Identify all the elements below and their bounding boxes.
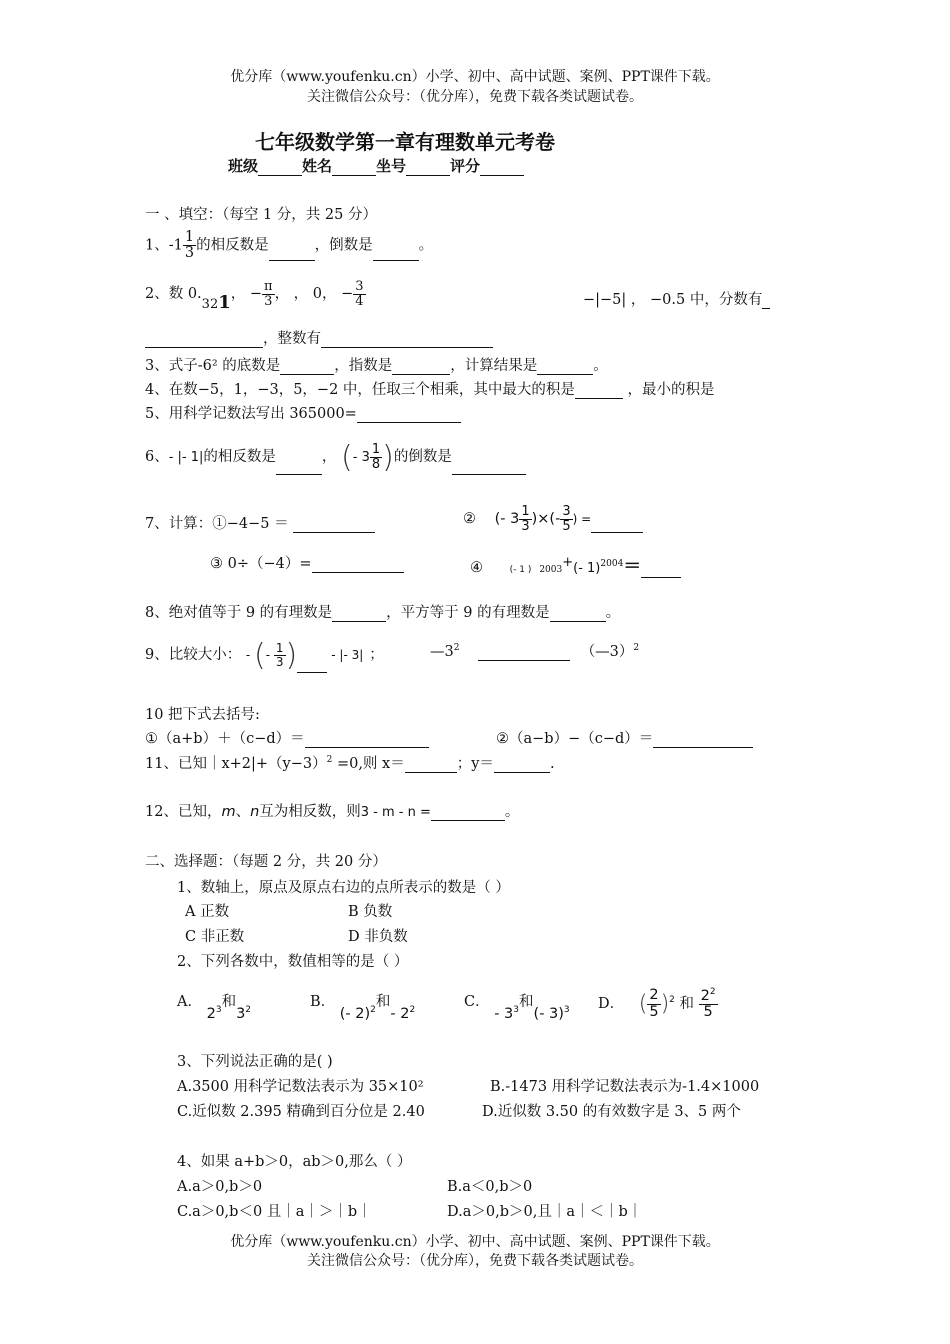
- q9-expression-2: - |- 3|: [331, 648, 364, 662]
- choice-3-option-c[interactable]: C.近似数 2.395 精确到百分位是 2.40: [177, 1104, 425, 1120]
- q6-expression-2: (- 3 $\frac{1}{8}$ ): [341, 440, 394, 475]
- q6-expr2-int: - 3: [352, 450, 370, 465]
- q1-text: 的相反数是: [196, 237, 269, 254]
- score-blank[interactable]: [480, 161, 524, 176]
- q9-expression-4: （—3）: [580, 644, 634, 660]
- question-9-part-2: [430, 640, 639, 661]
- q9-e1-den: 3: [275, 655, 284, 669]
- q12-m: m: [221, 804, 236, 820]
- question-2-right: [583, 288, 770, 309]
- question-5: [145, 402, 461, 423]
- q7-4-term-2: (- 1): [573, 561, 601, 576]
- choice-2-a-exp-2: 2: [245, 1005, 252, 1016]
- q11-text: 11、已知｜x+2|+（y−3）: [145, 756, 327, 772]
- header-line-1: 优分库（www.youfenku.cn）小学、初中、高中试题、案例、PPT课件下载。: [230, 69, 720, 85]
- choice-4-option-c[interactable]: C.a＞0,b＜0 且｜a｜＞｜b｜: [177, 1204, 372, 1220]
- choice-2-d-fraction-2: [699, 988, 718, 1020]
- q9-text: 9、比较大小：: [145, 647, 242, 663]
- q7-4-equals: ＝: [623, 556, 642, 577]
- choice-2-option-c[interactable]: [464, 990, 570, 1022]
- question-1: [145, 230, 433, 261]
- q2-blank-1-cont[interactable]: [145, 332, 263, 348]
- choice-2-c-base-2: (- 3): [533, 1006, 564, 1022]
- q2-pi-den: 3: [264, 293, 273, 309]
- q9-semicolon: ；: [369, 647, 384, 663]
- choice-2-d-den-2: 5: [703, 1004, 713, 1021]
- q3-blank-3[interactable]: [537, 359, 593, 375]
- q9-e4-exp: 2: [633, 643, 640, 654]
- q12-text-2: 互为相反数，则: [259, 804, 361, 820]
- q7-2-open: (- 3: [494, 511, 520, 528]
- q12-end: 。: [504, 804, 520, 820]
- q2-sep-2: ， ， 0， −: [274, 286, 354, 303]
- q12-sep: 、: [235, 804, 251, 820]
- q7-3-text: ③ 0÷（−4）=: [210, 556, 312, 572]
- question-12: [145, 800, 519, 821]
- q7-2-label: ②: [463, 511, 476, 528]
- q2-blank-1[interactable]: [762, 293, 770, 309]
- q1-text-2: ，倒数是: [314, 237, 373, 254]
- question-7-part-1: [145, 512, 375, 533]
- q6-blank-1[interactable]: [276, 459, 322, 475]
- q7-2-den-1: 3: [521, 518, 530, 534]
- q9-e1-fraction: [274, 642, 286, 668]
- footer-line-1: 优分库（www.youfenku.cn）小学、初中、高中试题、案例、PPT课件下载。: [230, 1234, 720, 1250]
- q2-fraction: [353, 280, 365, 308]
- q7-4-term-1: (- 1 ): [509, 565, 532, 575]
- q1-fraction: [183, 230, 196, 261]
- q7-2-num-1: 1: [521, 504, 530, 519]
- q8-blank-2[interactable]: [550, 606, 606, 622]
- q4-text: 4、在数−5，1，−3，5，−2 中，任取三个相乘，其中最大的积是: [145, 382, 575, 398]
- choice-2-c-exp-2: 3: [563, 1005, 570, 1016]
- q7-blank-1[interactable]: [293, 517, 375, 533]
- q7-4-plus: +: [562, 555, 574, 571]
- q5-text: 5、用科学记数法写出 365000=: [145, 406, 357, 422]
- q6-expr2-num: 1: [371, 442, 381, 458]
- choice-question-4: 4、如果 a+b＞0，ab＞0,那么（ ）: [177, 1154, 412, 1170]
- question-2-line-2: [145, 327, 493, 348]
- q12-n: n: [250, 804, 260, 820]
- choice-2-d-label: D．: [598, 996, 625, 1013]
- q10-blank-1[interactable]: [305, 732, 429, 748]
- q6-text: 的相反数是: [203, 449, 276, 465]
- q2-frac-den: 4: [355, 293, 364, 309]
- choice-2-b-base-1: (- 2): [339, 1006, 371, 1022]
- question-6: [145, 440, 526, 475]
- choice-2-option-b[interactable]: [310, 990, 416, 1022]
- choice-2-a-exp-1: 3: [215, 1005, 222, 1016]
- footer-line-2: 关注微信公众号：（优分库），免费下载各类试题试卷。: [307, 1253, 643, 1269]
- q4-text-2: ，最小的积是: [622, 382, 715, 398]
- q3-blank-2[interactable]: [392, 359, 450, 375]
- question-9: [145, 638, 384, 673]
- choice-2-c-base-1: - 3: [494, 1006, 514, 1022]
- choice-3-option-d[interactable]: D.近似数 3.50 的有效数字是 3、5 两个: [482, 1104, 741, 1120]
- choice-4-option-b[interactable]: B.a＜0,b＞0: [447, 1179, 533, 1195]
- q6-blank-2[interactable]: [452, 459, 526, 475]
- q2-frac-num: 3: [355, 279, 364, 294]
- q9-e3-exp: 2: [453, 643, 460, 654]
- q6-text-2: 的倒数是: [393, 449, 452, 465]
- score-label: 评分: [450, 157, 481, 175]
- q12-expression: 3 - m - n =: [360, 805, 431, 820]
- seat-label: 坐号: [376, 157, 407, 175]
- q7-4-label: ④: [470, 560, 483, 576]
- q3-end: 。: [593, 358, 608, 374]
- class-blank[interactable]: [258, 161, 302, 176]
- q11-end: .: [549, 756, 555, 772]
- q9-expression-1: - (- $\frac{1}{3}$ ): [245, 638, 298, 673]
- choice-4-option-d[interactable]: D.a＞0,b＞0,且｜a｜＜｜b｜: [447, 1204, 643, 1220]
- q3-text-3: ，计算结果是: [450, 358, 538, 374]
- q1-blank-1[interactable]: [269, 245, 315, 261]
- choice-3-option-a[interactable]: A.3500 用科学记数法表示为 35×10²: [177, 1079, 424, 1095]
- question-4: [145, 378, 715, 399]
- q7-2-den-2: 5: [562, 518, 571, 534]
- q3-blank-1[interactable]: [280, 359, 334, 375]
- choice-2-b-exp-1: 2: [370, 1005, 376, 1016]
- q2-digit-3: 1: [218, 292, 231, 314]
- question-8: [145, 601, 620, 622]
- q7-2-num-2: 3: [562, 504, 571, 519]
- q7-blank-3[interactable]: [312, 557, 404, 573]
- q5-blank[interactable]: [357, 407, 461, 423]
- choice-3-option-b[interactable]: B.-1473 用科学记数法表示为-1.4×1000: [490, 1079, 760, 1095]
- q9-blank-2[interactable]: [478, 645, 570, 661]
- q1-frac-num: 1: [184, 229, 195, 245]
- seat-blank[interactable]: [406, 161, 450, 176]
- choice-2-d-den-1: 5: [649, 1003, 659, 1020]
- section1-heading: 一 、填空：（每空 1 分，共 25 分）: [145, 207, 377, 223]
- choice-2-a-base-2: 3: [236, 1006, 246, 1022]
- q2-digit-2: 2: [209, 297, 219, 313]
- class-label: 班级: [228, 157, 259, 175]
- q4-blank-1[interactable]: [575, 383, 623, 399]
- q7-text: 7、计算：①−4−5 ＝: [145, 516, 294, 532]
- choice-2-b-base-2: - 2: [390, 1006, 410, 1022]
- q7-2-times: )×(-: [531, 511, 561, 528]
- q6-number: 6、: [145, 449, 169, 465]
- name-label: 姓名: [302, 157, 333, 175]
- q10-1-text: ①（a+b）＋（c−d）＝: [145, 731, 305, 747]
- q11-text-2: =0,则 x＝: [332, 756, 405, 772]
- question-2: [145, 279, 366, 314]
- choice-1-option-b[interactable]: B 负数: [348, 904, 393, 920]
- choice-2-b-exp-2: 2: [409, 1005, 416, 1016]
- choice-question-3: 3、下列说法正确的是( ): [177, 1054, 333, 1070]
- q2-sep: ， −: [230, 286, 263, 303]
- q11-text-3: ；y＝: [456, 756, 494, 772]
- choice-2-option-a[interactable]: [177, 990, 252, 1022]
- q6-expr2-den: 8: [371, 457, 381, 472]
- q2-integer-text: ，整数有: [263, 331, 321, 347]
- choice-question-2: 2、下列各数中，数值相等的是（ ）: [177, 954, 409, 970]
- choice-2-c-and: 和: [519, 994, 534, 1010]
- choice-2-d-num-1: 2: [649, 987, 659, 1004]
- choice-1-option-d[interactable]: D 非负数: [348, 929, 408, 945]
- question-10-part-2: [496, 727, 753, 748]
- q10-2-text: ②（a−b）−（c−d）＝: [496, 731, 654, 747]
- choice-4-option-a[interactable]: A.a＞0,b＞0: [177, 1179, 263, 1195]
- choice-2-b-label: B．: [310, 994, 336, 1010]
- choice-1-option-a[interactable]: A 正数: [185, 904, 230, 920]
- q9-e1-neg: -: [245, 648, 254, 662]
- q7-4-exp-1: 2003: [539, 565, 563, 575]
- choice-2-a-label: A．: [177, 994, 202, 1010]
- q6-expr2-fraction: [370, 443, 382, 471]
- name-blank[interactable]: [332, 161, 376, 176]
- q7-blank-2[interactable]: [591, 517, 643, 533]
- q7-2-fraction-1: [519, 505, 531, 533]
- q8-text-2: ，平方等于 9 的有理数是: [386, 605, 550, 621]
- q10-blank-2[interactable]: [653, 732, 753, 748]
- q7-blank-4[interactable]: [641, 562, 681, 578]
- choice-2-c-exp-1: 3: [513, 1005, 520, 1016]
- student-info-line: [228, 155, 524, 176]
- q9-e1-inner-neg: -: [265, 648, 271, 662]
- q2-right-text: −|−5| ， −0.5 中，分数有: [583, 292, 763, 308]
- choice-2-d-and: 和: [679, 996, 695, 1013]
- choice-question-1: 1、数轴上，原点及原点右边的点所表示的数是（ ）: [177, 880, 510, 896]
- q2-digit-1: 3: [201, 297, 210, 313]
- q7-2-fraction-2: [560, 505, 572, 533]
- q3-text: 3、式子-6² 的底数是: [145, 358, 281, 374]
- choice-2-a-and: 和: [221, 994, 237, 1010]
- question-3: [145, 354, 608, 375]
- q11-blank-2[interactable]: [494, 757, 550, 773]
- q8-text: 8、绝对值等于 9 的有理数是: [145, 605, 333, 621]
- q6-comma: ，: [321, 449, 337, 465]
- q1-number: 1、-1: [145, 237, 183, 254]
- q1-frac-den: 3: [184, 245, 195, 262]
- choice-1-option-c[interactable]: C 非正数: [185, 929, 245, 945]
- q11-exp: 2: [326, 755, 333, 766]
- page-title: 七年级数学第一章有理数单元考卷: [255, 130, 555, 154]
- choice-2-d-exp-1: 2: [669, 995, 675, 1006]
- choice-2-d-num-2: 2: [700, 987, 710, 1004]
- q9-e1-num: 1: [275, 641, 284, 656]
- question-7-part-2: [463, 505, 643, 533]
- q8-blank-1[interactable]: [332, 606, 386, 622]
- q3-text-2: ，指数是: [334, 358, 393, 374]
- q1-blank-2[interactable]: [373, 245, 419, 261]
- choice-2-b-and: 和: [375, 994, 391, 1010]
- question-11: [145, 752, 555, 773]
- q12-text: 12、已知，: [145, 804, 222, 820]
- choice-2-d-fraction-1: [647, 988, 660, 1019]
- q2-pi-fraction: [262, 280, 275, 308]
- q12-blank[interactable]: [431, 805, 505, 821]
- q9-expression-3: —3: [430, 644, 454, 660]
- q11-blank-1[interactable]: [405, 757, 457, 773]
- header-line-2: 关注微信公众号：（优分库），免费下载各类试题试卷。: [307, 89, 643, 105]
- choice-2-option-d[interactable]: D． ( $\frac{2}{5}$ )$^2$ 和 $\frac{2^2}{5}$: [598, 987, 716, 1021]
- question-10-part-1: [145, 727, 429, 748]
- q1-end: 。: [418, 237, 434, 254]
- choice-2-c-label: C．: [464, 994, 490, 1010]
- choice-2-d-exp-2: 2: [709, 987, 716, 997]
- q2-number: 2、数 0.: [145, 286, 202, 303]
- q9-blank-1[interactable]: [297, 652, 327, 673]
- q7-4-exp-2: 2004: [600, 559, 624, 570]
- q7-2-close: ) =: [572, 512, 592, 527]
- question-10: 10 把下式去括号:: [145, 707, 260, 723]
- section2-heading: 二、选择题：（每题 2 分，共 20 分）: [145, 854, 387, 870]
- choice-2-a-base-1: 2: [206, 1006, 216, 1022]
- q8-end: 。: [605, 605, 621, 621]
- question-7-part-4: [470, 552, 681, 578]
- question-7-part-3: [210, 552, 404, 573]
- q2-blank-2[interactable]: [321, 332, 493, 348]
- q6-expression-1: - |- 1|: [168, 450, 204, 465]
- q2-pi: π: [264, 279, 273, 294]
